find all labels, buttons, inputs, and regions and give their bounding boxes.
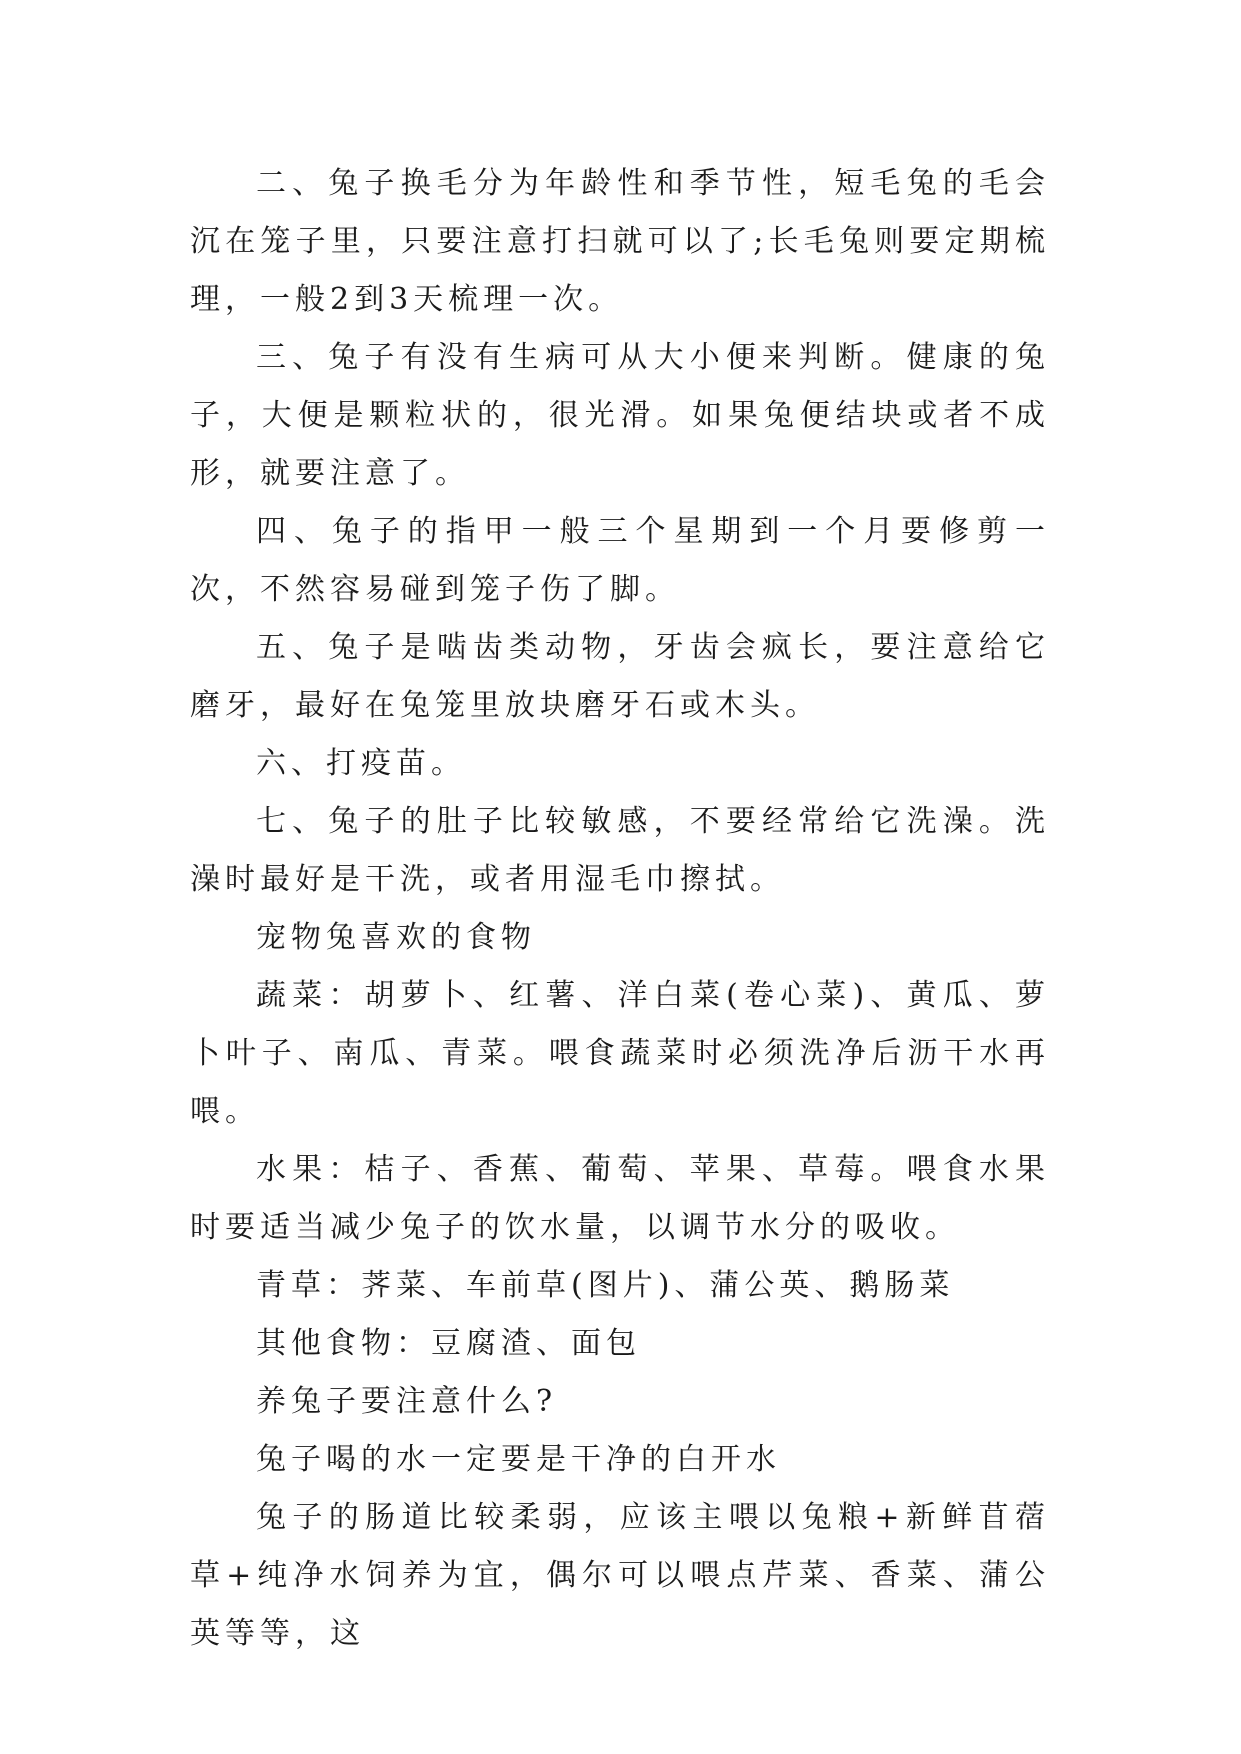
section-heading-care-notes: 养兔子要注意什么? (256, 1384, 558, 1419)
paragraph-vaccination: 六、打疫苗。 (256, 746, 466, 781)
paragraph-vegetables: 蔬菜：胡萝卜、红薯、洋白菜(卷心菜)、黄瓜、萝卜叶子、南瓜、青菜。喂食蔬菜时必须洗净后沥干水再喂。 (190, 978, 1050, 1129)
paragraph-illness-check: 三、兔子有没有生病可从大小便来判断。健康的兔子，大便是颗粒状的，很光滑。如果兔便结块或者不成形，就要注意了。 (190, 340, 1050, 491)
document-body (190, 155, 1050, 1663)
paragraph-nail-trimming: 四、兔子的指甲一般三个星期到一个月要修剪一次，不然容易碰到笼子伤了脚。 (190, 514, 1050, 607)
paragraph-molting: 二、兔子换毛分为年龄性和季节性，短毛兔的毛会沉在笼子里，只要注意打扫就可以了;长毛兔则要定期梳理，一般2到3天梳理一次。 (190, 166, 1050, 317)
paragraph-other-foods: 其他食物：豆腐渣、面包 (256, 1326, 641, 1361)
paragraph-fruits: 水果：桔子、香蕉、葡萄、苹果、草莓。喂食水果时要适当减少兔子的饮水量，以调节水分的吸收。 (190, 1152, 1050, 1245)
paragraph-diet: 兔子的肠道比较柔弱，应该主喂以兔粮+新鲜苜蓿草+纯净水饲养为宜，偶尔可以喂点芹菜、香菜、蒲公英等等，这 (190, 1500, 1050, 1651)
paragraph-teeth-grinding: 五、兔子是啮齿类动物，牙齿会疯长，要注意给它磨牙，最好在兔笼里放块磨牙石或木头。 (190, 630, 1050, 723)
paragraph-bathing: 七、兔子的肚子比较敏感，不要经常给它洗澡。洗澡时最好是干洗，或者用湿毛巾擦拭。 (190, 804, 1050, 897)
paragraph-greens: 青草：荠菜、车前草(图片)、蒲公英、鹅肠菜 (256, 1268, 955, 1303)
paragraph-drinking-water: 兔子喝的水一定要是干净的白开水 (256, 1442, 781, 1477)
section-heading-favorite-foods: 宠物兔喜欢的食物 (256, 920, 536, 955)
